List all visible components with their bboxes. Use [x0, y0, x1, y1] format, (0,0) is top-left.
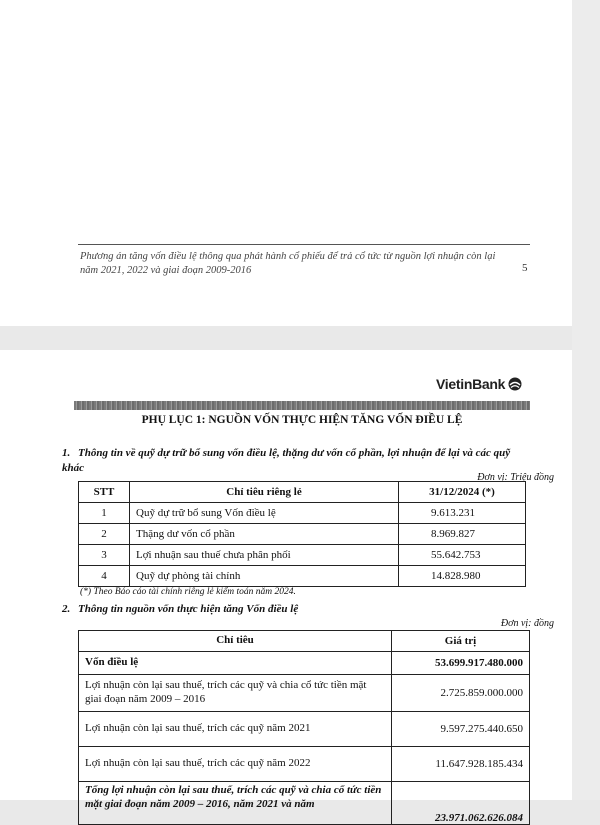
table-row: [79, 712, 530, 747]
footer-divider: [78, 244, 530, 245]
table-header-row: [79, 482, 526, 503]
cell-value: 14.828.980: [399, 566, 526, 587]
table-row: [79, 675, 530, 712]
cell-indicator: Vốn điều lệ: [79, 652, 392, 675]
table-row: [79, 652, 530, 675]
col-header-indicator: Chỉ tiêu riêng lẻ: [130, 482, 399, 503]
vietinbank-emblem-icon: [508, 377, 522, 391]
cell-value: 23.971.062.626.084: [392, 782, 530, 825]
page-footer-text: Phương án tăng vốn điều lệ thông qua phát hành cổ phiếu để trả cổ tức từ nguồn lợi nhuận còn lại năm 2021, 2022 và giai đoạn 2009-2016: [80, 251, 496, 276]
table-header-row: [79, 631, 530, 652]
table-row: [79, 747, 530, 782]
table-footnote: (*) Theo Báo cáo tài chính riêng lẻ kiểm toán năm 2024.: [80, 587, 296, 597]
cell-indicator: Lợi nhuận còn lại sau thuế, trích các quỹ năm 2021: [79, 712, 392, 747]
section-2-heading-text: Thông tin nguồn vốn thực hiện tăng Vốn điều lệ: [78, 603, 299, 615]
table-row: [79, 524, 526, 545]
section-1-heading: [62, 446, 522, 476]
table-row: [79, 545, 526, 566]
cell-stt: 3: [79, 545, 130, 566]
cell-indicator: Tổng lợi nhuận còn lại sau thuế, trích các quỹ và chia cổ tức tiền mặt giai đoạn năm 2009 – 2016, năm 2021 và năm: [79, 782, 392, 825]
viewer-gutter: [572, 0, 600, 800]
cell-value: 11.647.928.185.434: [392, 747, 530, 782]
cell-indicator: Lợi nhuận còn lại sau thuế, trích các quỹ năm 2022: [79, 747, 392, 782]
cell-stt: 2: [79, 524, 130, 545]
section-2-unit: Đơn vị: đồng: [500, 618, 554, 629]
section-1-number: 1.: [62, 447, 71, 459]
capital-source-table: [78, 630, 530, 825]
section-1-unit: Đơn vị: Triệu đồng: [477, 472, 554, 483]
cell-value: 53.699.917.480.000: [392, 652, 530, 675]
cell-indicator: Quỹ dự phòng tài chính: [130, 566, 399, 587]
cell-value: 9.613.231: [399, 503, 526, 524]
vietinbank-logo: [436, 376, 522, 392]
table-row: [79, 566, 526, 587]
cell-indicator: Thặng dư vốn cổ phần: [130, 524, 399, 545]
col-header-date: 31/12/2024 (*): [399, 482, 526, 503]
section-2-number: 2.: [62, 603, 71, 615]
cell-indicator: Lợi nhuận sau thuế chưa phân phối: [130, 545, 399, 566]
cell-indicator: Lợi nhuận còn lại sau thuế, trích các quỹ và chia cổ tức tiền mặt giai đoạn năm 2009 – 2016: [79, 675, 392, 712]
cell-value: 55.642.753: [399, 545, 526, 566]
cell-value: 9.597.275.440.650: [392, 712, 530, 747]
col-header-value: Giá trị: [392, 631, 530, 652]
section-2-heading: [62, 602, 522, 617]
col-header-indicator: Chỉ tiêu: [79, 631, 392, 652]
section-1-heading-text: Thông tin về quỹ dự trữ bổ sung vốn điều lệ, thặng dư vốn cổ phần, lợi nhuận để lại và các quỹ khác: [62, 447, 511, 474]
page-number: 5: [522, 262, 528, 274]
logo-text: VietinBank: [436, 376, 506, 392]
table-row-total: [79, 782, 530, 825]
cell-value: 8.969.827: [399, 524, 526, 545]
header-decorative-bar: [74, 401, 530, 410]
appendix-title: PHỤ LỤC 1: NGUỒN VỐN THỰC HIỆN TĂNG VỐN ĐIỀU LỆ: [141, 414, 463, 426]
funds-table: [78, 481, 526, 587]
cell-stt: 4: [79, 566, 130, 587]
cell-value: 2.725.859.000.000: [392, 675, 530, 712]
col-header-stt: STT: [79, 482, 130, 503]
table-row: [79, 503, 526, 524]
cell-stt: 1: [79, 503, 130, 524]
document-page-1: [0, 0, 572, 326]
cell-indicator: Quỹ dự trữ bổ sung Vốn điều lệ: [130, 503, 399, 524]
